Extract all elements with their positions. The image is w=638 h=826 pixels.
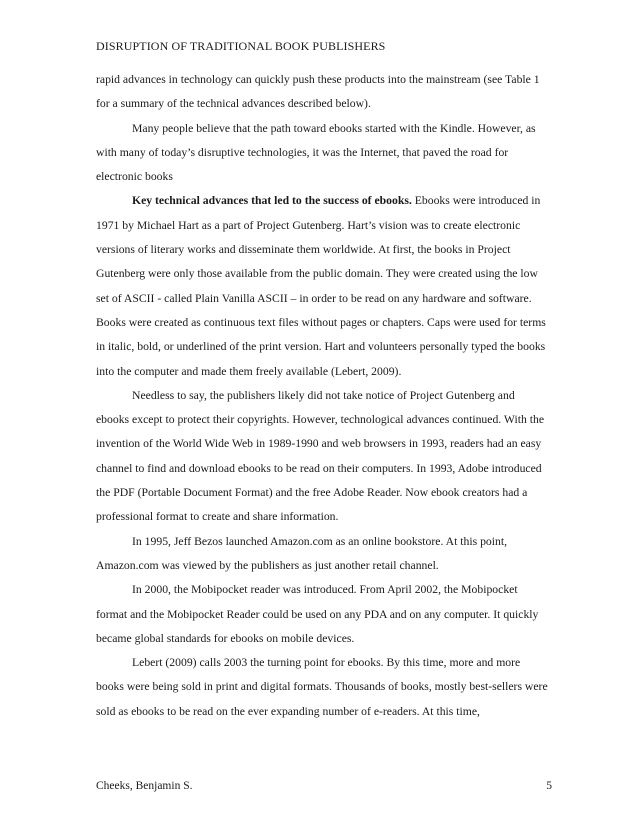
body-text xyxy=(96,68,548,724)
paragraph-2: Many people believe that the path toward ebooks started with the Kindle. However, as with many of today’s disruptive technologies, it was the Internet, that paved the road for electronic books xyxy=(96,121,536,184)
paragraph-3 xyxy=(96,189,548,383)
section-heading: Key technical advances that led to the success of ebooks. xyxy=(132,194,412,208)
running-head: DISRUPTION OF TRADITIONAL BOOK PUBLISHERS xyxy=(96,39,386,53)
paragraph-3-text: Ebooks were introduced in 1971 by Michael Hart as a part of Project Gutenberg. Hart’s vision was to create electronic versions of literary works and disseminate them worldwide. At first, the books in Project Gutenberg were only those available from the public domain. They were created using the low set of ASCII - called Plain Vanilla ASCII – in order to be read on any hardware and software. Books were created as continuous text files without pages or chapters. Caps were used for terms in italic, bold, or underlined of the print version. Hart and volunteers personally typed the books into the computer and made them freely available (Lebert, 2009). xyxy=(96,194,546,378)
paragraph-1: rapid advances in technology can quickly push these products into the mainstream (see Table 1 for a summary of the technical advances described below). xyxy=(96,73,540,111)
paragraph-5: In 1995, Jeff Bezos launched Amazon.com as an online bookstore. At this point, Amazon.com was viewed by the publishers as just another retail channel. xyxy=(96,534,508,572)
paragraph-6: In 2000, the Mobipocket reader was introduced. From April 2002, the Mobipocket format and the Mobipocket Reader could be used on any PDA and on any computer. It quickly became global standards for ebooks on mobile devices. xyxy=(96,583,539,645)
footer-author: Cheeks, Benjamin S. xyxy=(96,780,193,792)
paragraph-4: Needless to say, the publishers likely did not take notice of Project Gutenberg and ebooks except to protect their copyrights. However, technological advances continued. With the invention of the World Wide Web in 1989-1990 and web browsers in 1993, readers had an easy channel to find and download ebooks to be read on their computers. In 1993, Adobe introduced the PDF (Portable Document Format) and the free Adobe Reader. Now ebook creators had a professional format to create and share information. xyxy=(96,388,545,524)
page-number: 5 xyxy=(546,780,552,792)
paragraph-7: Lebert (2009) calls 2003 the turning point for ebooks. By this time, more and more books were being sold in print and digital formats. Thousands of books, mostly best-sellers were sold as ebooks to be read on the ever expanding number of e-readers. At this time, xyxy=(96,656,548,718)
